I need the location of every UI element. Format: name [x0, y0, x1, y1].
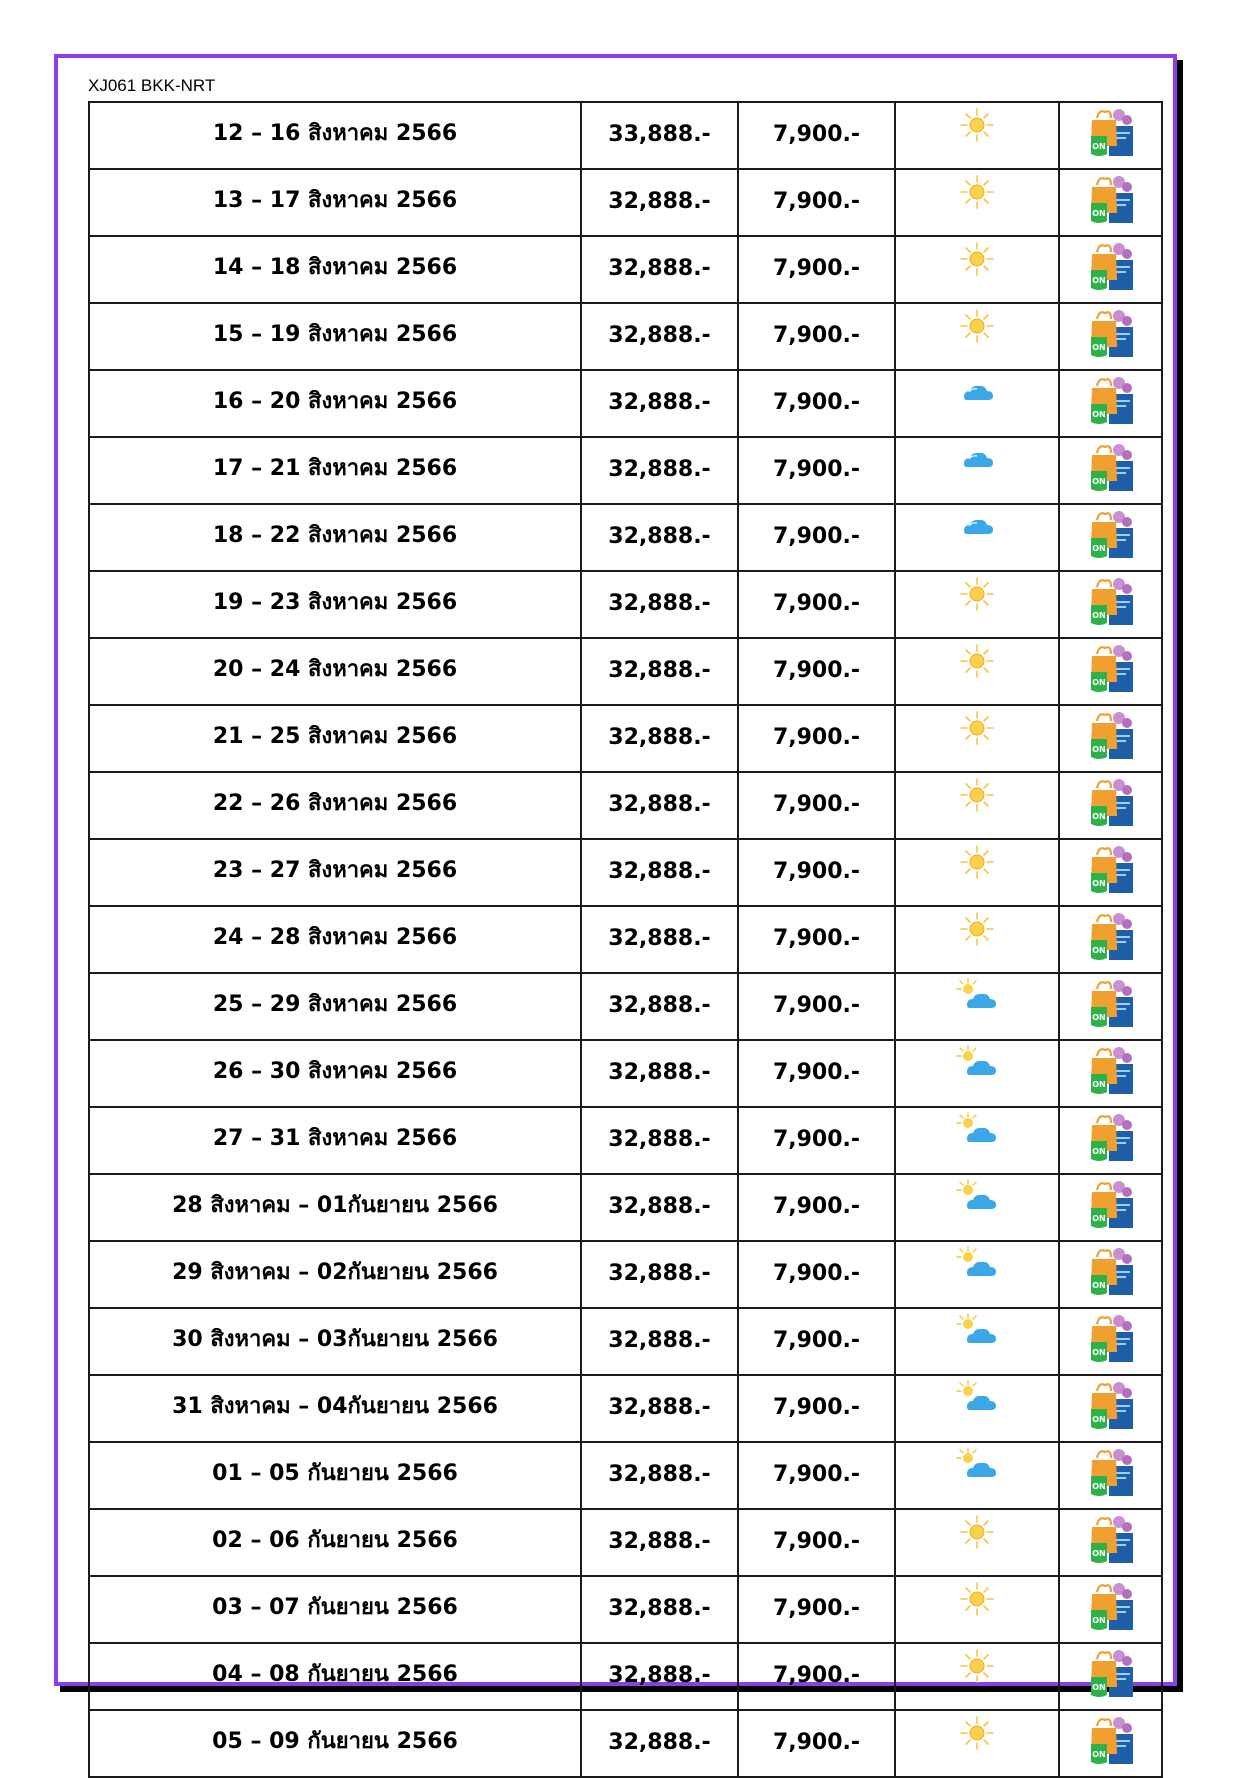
shopping-bag-icon [1087, 945, 1135, 970]
single-supplement: 7,900.- [738, 1241, 895, 1308]
weather-cell [895, 772, 1059, 839]
sun-icon [955, 1734, 999, 1759]
table-row [89, 370, 1162, 437]
weather-cell [895, 1442, 1059, 1509]
weather-cell [895, 1509, 1059, 1576]
departure-dates: 03 – 07 กันยายน 2566 [89, 1576, 581, 1643]
adult-price: 32,888.- [581, 705, 738, 772]
promo-cell [1059, 1375, 1162, 1442]
single-supplement: 7,900.- [738, 839, 895, 906]
svg-text:ON: ON [1091, 1548, 1106, 1558]
sun-icon [955, 126, 999, 151]
shopping-bag-icon [1087, 476, 1135, 501]
promo-cell [1059, 1710, 1162, 1777]
shopping-bag-icon [1087, 1749, 1135, 1774]
single-supplement: 7,900.- [738, 973, 895, 1040]
promo-cell [1059, 1509, 1162, 1576]
adult-price: 32,888.- [581, 1442, 738, 1509]
shopping-bag-icon [1087, 141, 1135, 166]
sun-icon [955, 729, 999, 754]
weather-cell [895, 1643, 1059, 1710]
promo-cell [1059, 1174, 1162, 1241]
weather-cell [895, 571, 1059, 638]
table-row [89, 1576, 1162, 1643]
cloud-icon [955, 528, 999, 553]
cloud-icon [955, 461, 999, 486]
weather-cell [895, 1308, 1059, 1375]
single-supplement: 7,900.- [738, 370, 895, 437]
svg-text:ON: ON [1091, 1146, 1106, 1156]
departure-dates: 22 – 26 สิงหาคม 2566 [89, 772, 581, 839]
table-row [89, 102, 1162, 169]
single-supplement: 7,900.- [738, 1576, 895, 1643]
promo-cell [1059, 1040, 1162, 1107]
promo-cell [1059, 1107, 1162, 1174]
shopping-bag-icon [1087, 811, 1135, 836]
weather-cell [895, 1040, 1059, 1107]
departure-dates: 31 สิงหาคม – 04กันยายน 2566 [89, 1375, 581, 1442]
departure-dates: 24 – 28 สิงหาคม 2566 [89, 906, 581, 973]
departure-price-table [88, 101, 1163, 1778]
adult-price: 32,888.- [581, 370, 738, 437]
promo-cell [1059, 638, 1162, 705]
table-row [89, 638, 1162, 705]
table-row [89, 1710, 1162, 1777]
departure-dates: 19 – 23 สิงหาคม 2566 [89, 571, 581, 638]
single-supplement: 7,900.- [738, 906, 895, 973]
adult-price: 32,888.- [581, 1576, 738, 1643]
departure-dates: 27 – 31 สิงหาคม 2566 [89, 1107, 581, 1174]
adult-price: 32,888.- [581, 303, 738, 370]
weather-cell [895, 303, 1059, 370]
departure-dates: 04 – 08 กันยายน 2566 [89, 1643, 581, 1710]
partly-cloudy-icon [955, 1265, 999, 1290]
weather-cell [895, 839, 1059, 906]
table-row [89, 973, 1162, 1040]
table-row [89, 169, 1162, 236]
adult-price: 32,888.- [581, 1241, 738, 1308]
shopping-bag-icon [1087, 1682, 1135, 1707]
shopping-bag-icon [1087, 1213, 1135, 1238]
adult-price: 32,888.- [581, 839, 738, 906]
table-row [89, 1174, 1162, 1241]
promo-cell [1059, 1241, 1162, 1308]
svg-text:ON: ON [1091, 1280, 1106, 1290]
adult-price: 32,888.- [581, 1107, 738, 1174]
svg-text:ON: ON [1091, 342, 1106, 352]
adult-price: 32,888.- [581, 571, 738, 638]
single-supplement: 7,900.- [738, 169, 895, 236]
table-row [89, 772, 1162, 839]
table-row [89, 1442, 1162, 1509]
departure-dates: 17 – 21 สิงหาคม 2566 [89, 437, 581, 504]
shopping-bag-icon [1087, 275, 1135, 300]
partly-cloudy-icon [955, 1131, 999, 1156]
promo-cell [1059, 303, 1162, 370]
departure-dates: 16 – 20 สิงหาคม 2566 [89, 370, 581, 437]
departure-dates: 15 – 19 สิงหาคม 2566 [89, 303, 581, 370]
single-supplement: 7,900.- [738, 1643, 895, 1710]
shopping-bag-icon [1087, 1347, 1135, 1372]
adult-price: 32,888.- [581, 638, 738, 705]
partly-cloudy-icon [955, 1064, 999, 1089]
partly-cloudy-icon [955, 1332, 999, 1357]
weather-cell [895, 1241, 1059, 1308]
single-supplement: 7,900.- [738, 1375, 895, 1442]
table-row [89, 571, 1162, 638]
adult-price: 32,888.- [581, 1308, 738, 1375]
adult-price: 32,888.- [581, 504, 738, 571]
sun-icon [955, 1600, 999, 1625]
table-row [89, 705, 1162, 772]
svg-text:ON: ON [1091, 1749, 1106, 1759]
table-row [89, 303, 1162, 370]
sun-icon [955, 863, 999, 888]
sun-icon [955, 260, 999, 285]
single-supplement: 7,900.- [738, 638, 895, 705]
table-row [89, 1509, 1162, 1576]
weather-cell [895, 705, 1059, 772]
shopping-bag-icon [1087, 744, 1135, 769]
svg-text:ON: ON [1091, 945, 1106, 955]
svg-text:ON: ON [1091, 275, 1106, 285]
cloud-icon [955, 394, 999, 419]
departure-dates: 21 – 25 สิงหาคม 2566 [89, 705, 581, 772]
single-supplement: 7,900.- [738, 1442, 895, 1509]
table-row [89, 1040, 1162, 1107]
table-row [89, 1107, 1162, 1174]
promo-cell [1059, 772, 1162, 839]
weather-cell [895, 1710, 1059, 1777]
table-row [89, 1643, 1162, 1710]
svg-text:ON: ON [1091, 543, 1106, 553]
promo-cell [1059, 1643, 1162, 1710]
partly-cloudy-icon [955, 1399, 999, 1424]
promo-cell [1059, 906, 1162, 973]
partly-cloudy-icon [955, 1466, 999, 1491]
shopping-bag-icon [1087, 208, 1135, 233]
table-row [89, 1308, 1162, 1375]
departure-dates: 29 สิงหาคม – 02กันยายน 2566 [89, 1241, 581, 1308]
svg-text:ON: ON [1091, 208, 1106, 218]
shopping-bag-icon [1087, 1481, 1135, 1506]
departure-dates: 02 – 06 กันยายน 2566 [89, 1509, 581, 1576]
tour-code: XJ061 BKK-NRT [88, 76, 216, 95]
promo-cell [1059, 571, 1162, 638]
departure-dates: 28 สิงหาคม – 01กันยายน 2566 [89, 1174, 581, 1241]
shopping-bag-icon [1087, 1615, 1135, 1640]
sun-icon [955, 930, 999, 955]
promo-cell [1059, 1442, 1162, 1509]
weather-cell [895, 370, 1059, 437]
table-body [89, 102, 1162, 1777]
adult-price: 32,888.- [581, 772, 738, 839]
single-supplement: 7,900.- [738, 1040, 895, 1107]
adult-price: 32,888.- [581, 1509, 738, 1576]
single-supplement: 7,900.- [738, 1174, 895, 1241]
shopping-bag-icon [1087, 543, 1135, 568]
svg-text:ON: ON [1091, 1414, 1106, 1424]
adult-price: 32,888.- [581, 1040, 738, 1107]
svg-text:ON: ON [1091, 141, 1106, 151]
shopping-bag-icon [1087, 1146, 1135, 1171]
shopping-bag-icon [1087, 1079, 1135, 1104]
svg-text:ON: ON [1091, 409, 1106, 419]
sun-icon [955, 662, 999, 687]
promo-cell [1059, 236, 1162, 303]
partly-cloudy-icon [955, 1198, 999, 1223]
weather-cell [895, 437, 1059, 504]
departure-dates: 18 – 22 สิงหาคม 2566 [89, 504, 581, 571]
adult-price: 32,888.- [581, 236, 738, 303]
single-supplement: 7,900.- [738, 504, 895, 571]
sun-icon [955, 796, 999, 821]
shopping-bag-icon [1087, 409, 1135, 434]
departure-dates: 23 – 27 สิงหาคม 2566 [89, 839, 581, 906]
departure-dates: 13 – 17 สิงหาคม 2566 [89, 169, 581, 236]
svg-text:ON: ON [1091, 1347, 1106, 1357]
adult-price: 32,888.- [581, 973, 738, 1040]
sun-icon [955, 1533, 999, 1558]
table-row [89, 906, 1162, 973]
shopping-bag-icon [1087, 610, 1135, 635]
departure-dates: 14 – 18 สิงหาคม 2566 [89, 236, 581, 303]
weather-cell [895, 1107, 1059, 1174]
partly-cloudy-icon [955, 997, 999, 1022]
table-row [89, 437, 1162, 504]
promo-cell [1059, 370, 1162, 437]
adult-price: 32,888.- [581, 437, 738, 504]
single-supplement: 7,900.- [738, 102, 895, 169]
weather-cell [895, 1174, 1059, 1241]
adult-price: 32,888.- [581, 1710, 738, 1777]
svg-text:ON: ON [1091, 1079, 1106, 1089]
departure-dates: 12 – 16 สิงหาคม 2566 [89, 102, 581, 169]
svg-text:ON: ON [1091, 1213, 1106, 1223]
departure-dates: 30 สิงหาคม – 03กันยายน 2566 [89, 1308, 581, 1375]
single-supplement: 7,900.- [738, 1107, 895, 1174]
promo-cell [1059, 504, 1162, 571]
svg-text:ON: ON [1091, 1615, 1106, 1625]
promo-cell [1059, 973, 1162, 1040]
single-supplement: 7,900.- [738, 705, 895, 772]
shopping-bag-icon [1087, 1548, 1135, 1573]
svg-text:ON: ON [1091, 677, 1106, 687]
shopping-bag-icon [1087, 342, 1135, 367]
departure-dates: 25 – 29 สิงหาคม 2566 [89, 973, 581, 1040]
adult-price: 32,888.- [581, 1375, 738, 1442]
shopping-bag-icon [1087, 677, 1135, 702]
promo-cell [1059, 1308, 1162, 1375]
table-row [89, 1375, 1162, 1442]
promo-cell [1059, 1576, 1162, 1643]
table-row [89, 236, 1162, 303]
svg-text:ON: ON [1091, 878, 1106, 888]
svg-text:ON: ON [1091, 1682, 1106, 1692]
promo-cell [1059, 102, 1162, 169]
adult-price: 32,888.- [581, 169, 738, 236]
adult-price: 32,888.- [581, 1174, 738, 1241]
sun-icon [955, 595, 999, 620]
shopping-bag-icon [1087, 1012, 1135, 1037]
single-supplement: 7,900.- [738, 571, 895, 638]
weather-cell [895, 906, 1059, 973]
weather-cell [895, 102, 1059, 169]
departure-dates: 20 – 24 สิงหาคม 2566 [89, 638, 581, 705]
svg-text:ON: ON [1091, 744, 1106, 754]
single-supplement: 7,900.- [738, 1710, 895, 1777]
weather-cell [895, 1576, 1059, 1643]
single-supplement: 7,900.- [738, 1509, 895, 1576]
single-supplement: 7,900.- [738, 303, 895, 370]
sun-icon [955, 1667, 999, 1692]
weather-cell [895, 236, 1059, 303]
sun-icon [955, 327, 999, 352]
weather-cell [895, 638, 1059, 705]
promo-cell [1059, 437, 1162, 504]
svg-text:ON: ON [1091, 610, 1106, 620]
single-supplement: 7,900.- [738, 772, 895, 839]
departure-dates: 01 – 05 กันยายน 2566 [89, 1442, 581, 1509]
departure-dates: 26 – 30 สิงหาคม 2566 [89, 1040, 581, 1107]
single-supplement: 7,900.- [738, 437, 895, 504]
shopping-bag-icon [1087, 1280, 1135, 1305]
adult-price: 32,888.- [581, 906, 738, 973]
weather-cell [895, 169, 1059, 236]
departure-dates: 05 – 09 กันยายน 2566 [89, 1710, 581, 1777]
promo-cell [1059, 839, 1162, 906]
promo-cell [1059, 169, 1162, 236]
svg-text:ON: ON [1091, 476, 1106, 486]
svg-text:ON: ON [1091, 1481, 1106, 1491]
adult-price: 33,888.- [581, 102, 738, 169]
shopping-bag-icon [1087, 1414, 1135, 1439]
single-supplement: 7,900.- [738, 1308, 895, 1375]
sun-icon [955, 193, 999, 218]
weather-cell [895, 1375, 1059, 1442]
table-row [89, 839, 1162, 906]
svg-text:ON: ON [1091, 1012, 1106, 1022]
shopping-bag-icon [1087, 878, 1135, 903]
single-supplement: 7,900.- [738, 236, 895, 303]
svg-text:ON: ON [1091, 811, 1106, 821]
adult-price: 32,888.- [581, 1643, 738, 1710]
table-row [89, 504, 1162, 571]
weather-cell [895, 973, 1059, 1040]
weather-cell [895, 504, 1059, 571]
table-row [89, 1241, 1162, 1308]
promo-cell [1059, 705, 1162, 772]
